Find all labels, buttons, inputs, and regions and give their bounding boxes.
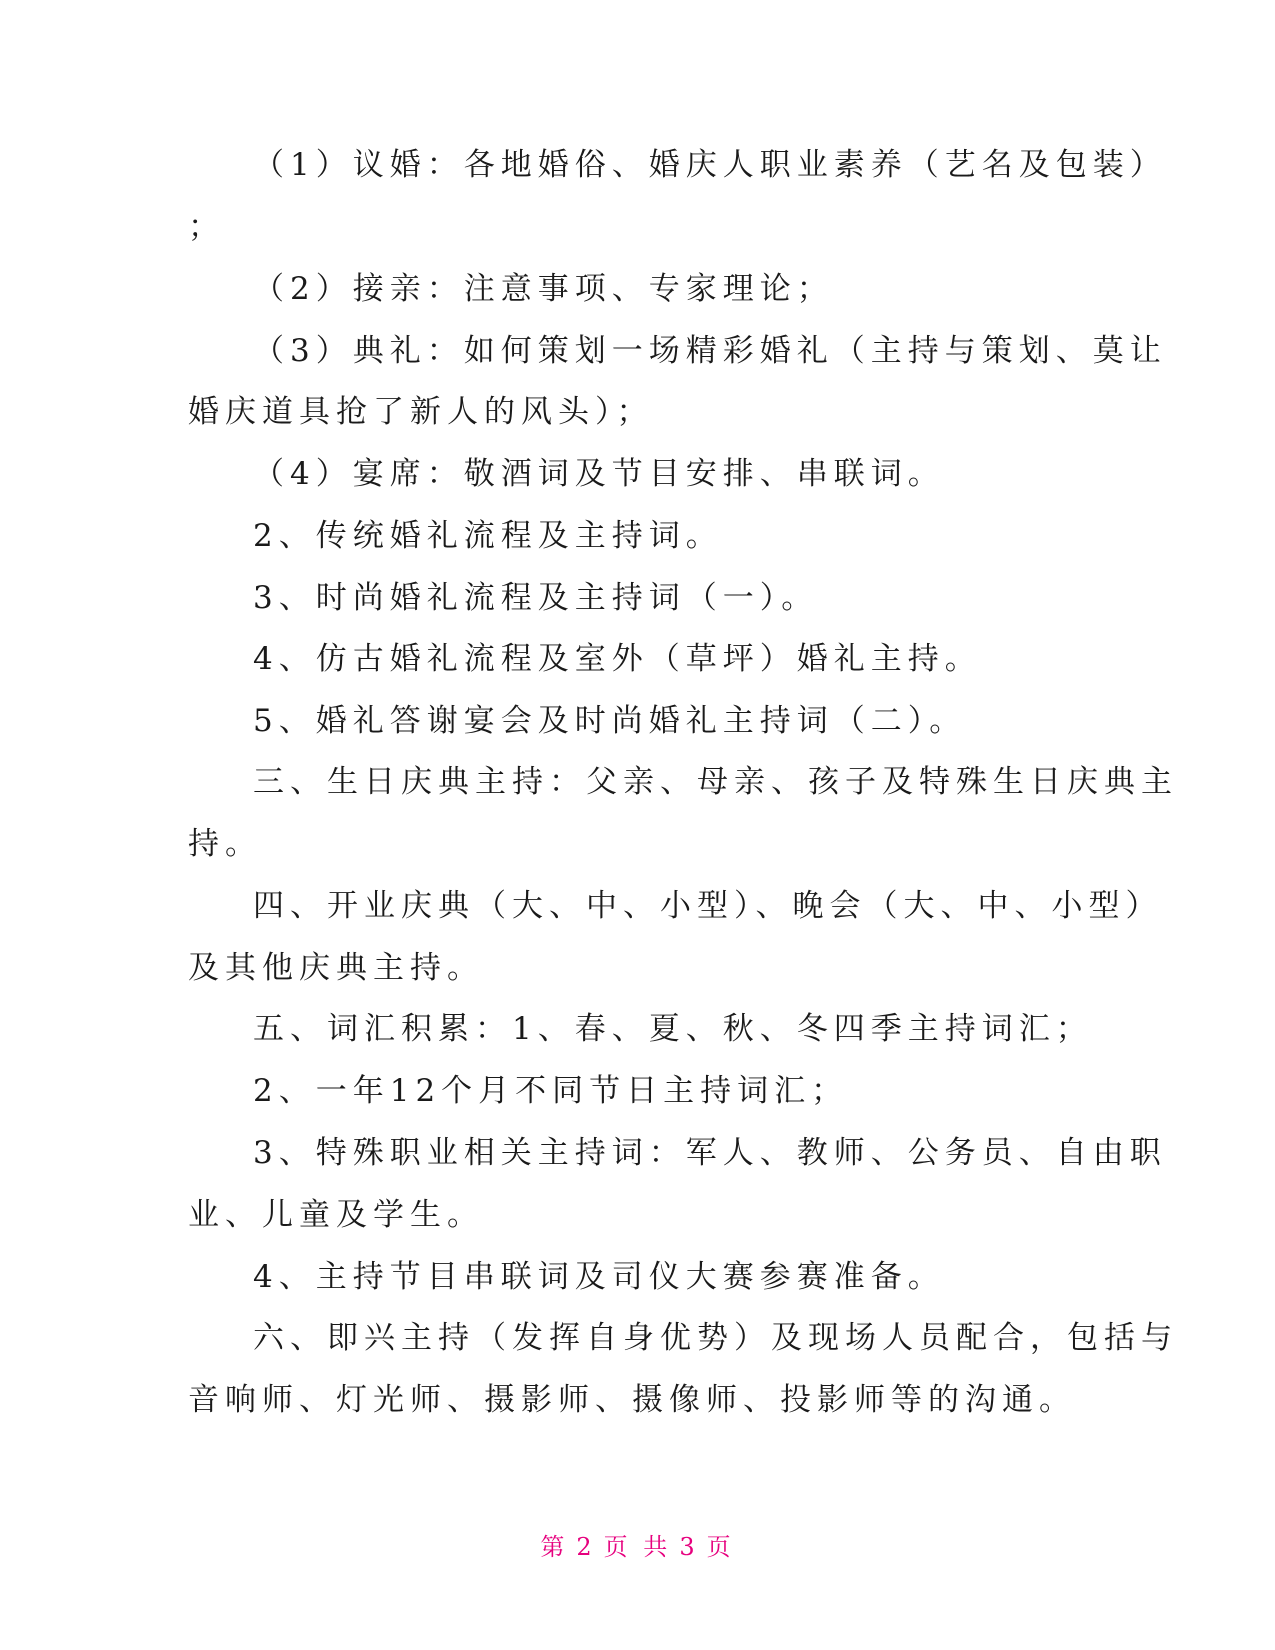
text-line: 及其他庆典主持。 xyxy=(188,950,484,986)
footer-middle: 页 共 xyxy=(603,1533,672,1561)
text-line: ； xyxy=(188,209,225,245)
text-line: 四、开业庆典（大、中、小型）、晚会（大、中、小型） xyxy=(253,888,1163,924)
text-line: 三、生日庆典主持：父亲、母亲、孩子及特殊生日庆典主 xyxy=(253,764,1178,800)
footer-suffix: 页 xyxy=(706,1533,735,1561)
text-line: 4、主持节目串联词及司仪大赛参赛准备。 xyxy=(253,1259,945,1295)
text-line: 婚庆道具抢了新人的风头）； xyxy=(188,394,654,430)
text-line: 2、传统婚礼流程及主持词。 xyxy=(253,518,723,554)
text-line: 五、词汇积累：1、春、夏、秋、冬四季主持词汇； xyxy=(253,1011,1093,1047)
current-page-number: 2 xyxy=(576,1533,596,1561)
text-line: （2）接亲：注意事项、专家理论； xyxy=(253,271,834,307)
text-line: 六、即兴主持（发挥自身优势）及现场人员配合，包括与 xyxy=(253,1320,1178,1356)
text-line: 2、一年12个月不同节日主持词汇； xyxy=(253,1073,849,1109)
text-line: （1）议婚：各地婚俗、婚庆人职业素养（艺名及包装） xyxy=(253,147,1167,183)
text-line: 音响师、灯光师、摄影师、摄像师、投影师等的沟通。 xyxy=(188,1382,1076,1418)
text-line: （3）典礼：如何策划一场精彩婚礼（主持与策划、莫让 xyxy=(253,333,1167,369)
total-page-number: 3 xyxy=(679,1533,699,1561)
footer-prefix: 第 xyxy=(540,1533,569,1561)
page-number-footer xyxy=(0,1532,1275,1562)
text-line: （4）宴席：敬酒词及节目安排、串联词。 xyxy=(253,456,945,492)
text-line: 5、婚礼答谢宴会及时尚婚礼主持词（二）。 xyxy=(253,703,967,739)
text-line: 4、仿古婚礼流程及室外（草坪）婚礼主持。 xyxy=(253,641,982,677)
text-line: 3、时尚婚礼流程及主持词（一）。 xyxy=(253,580,819,616)
text-line: 持。 xyxy=(188,826,262,862)
text-line: 3、特殊职业相关主持词：军人、教师、公务员、自由职 xyxy=(253,1135,1167,1171)
text-line: 业、儿童及学生。 xyxy=(188,1197,484,1233)
